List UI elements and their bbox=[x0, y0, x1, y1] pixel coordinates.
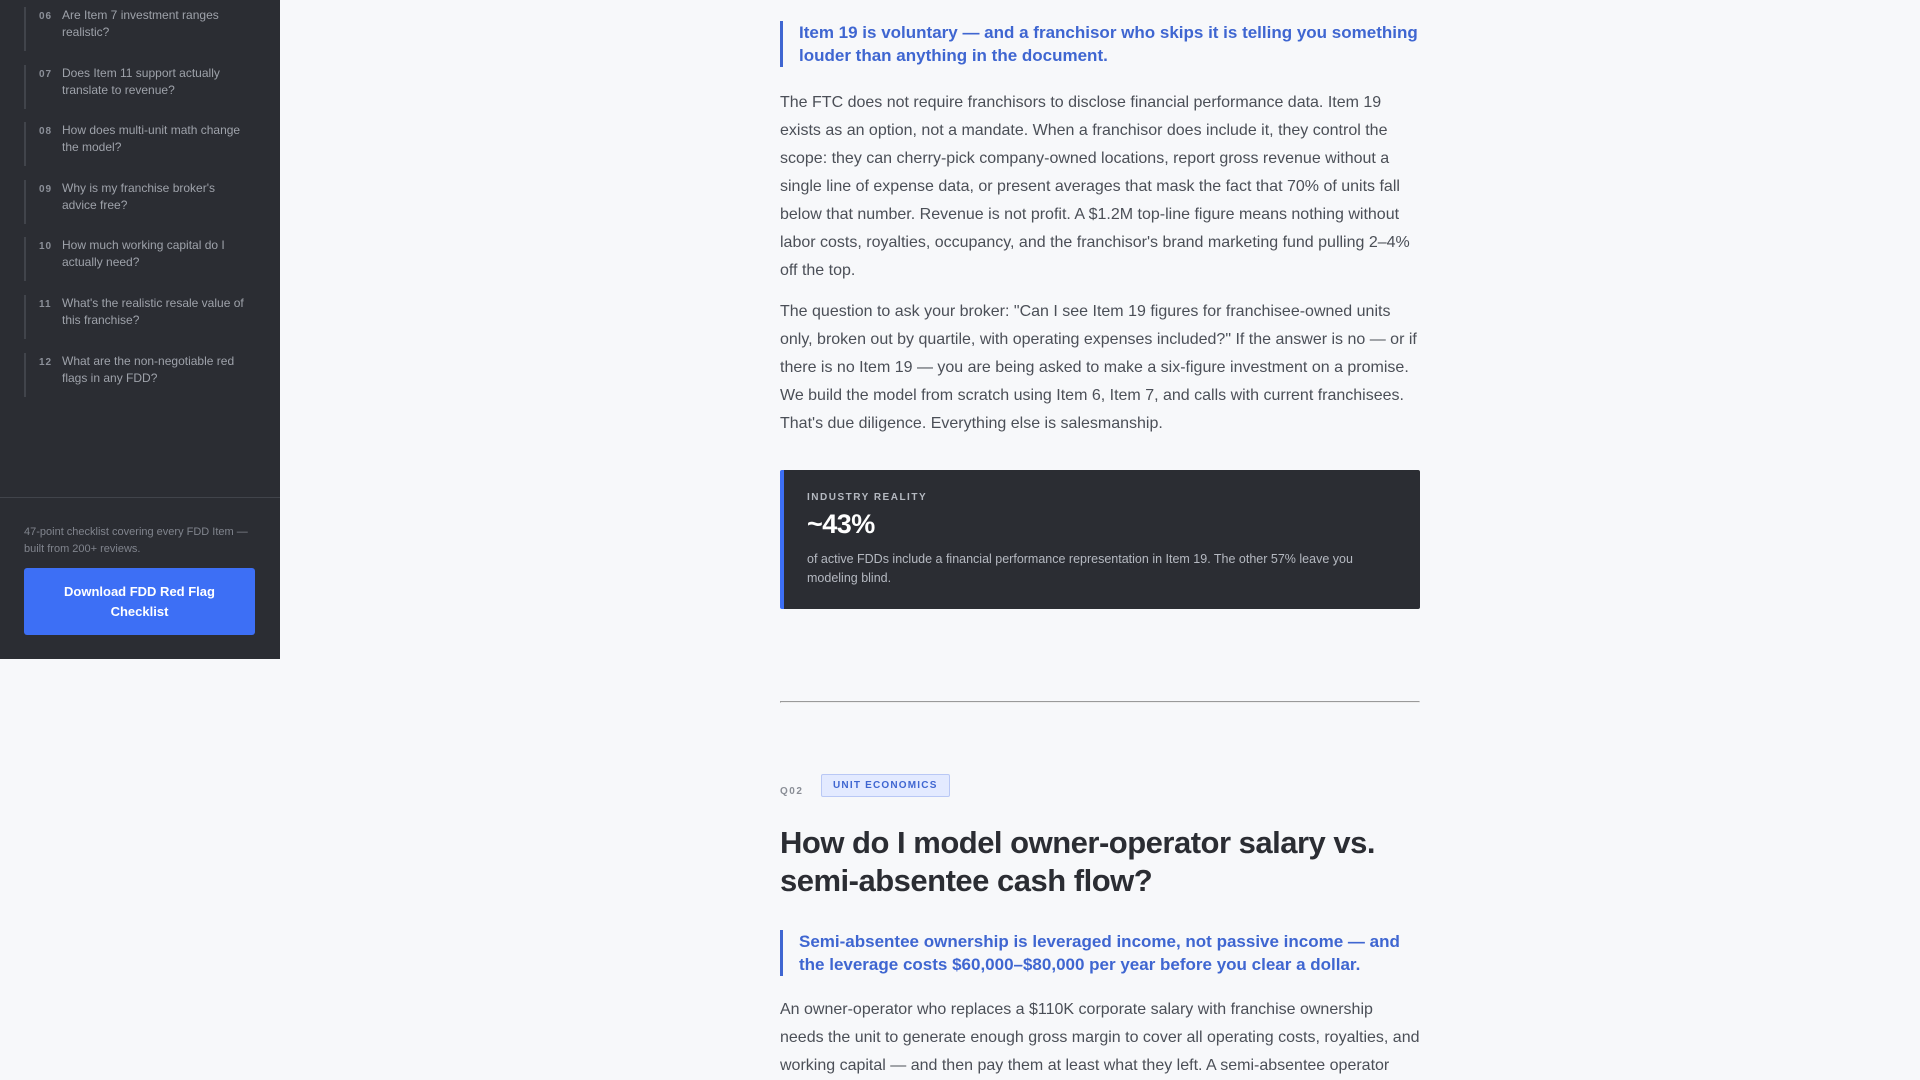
body-paragraph: An owner-operator who replaces a $110K corporate salary with franchise ownership needs the unit to generate enough gross margin to cover all operating costs, royalties, and working capital — and then pay them at least what they left. A semi-absentee operator bbox=[780, 1001, 1420, 1074]
checklist-description: 47-point checklist covering every FDD Item — built from 200+ reviews. bbox=[24, 526, 248, 555]
toc-item-number: 12 bbox=[39, 357, 53, 368]
category-badge: UNIT ECONOMICS bbox=[821, 774, 950, 797]
industry-stat-card bbox=[780, 470, 1420, 609]
toc-item-label: What are the non-negotiable red flags in any FDD? bbox=[62, 354, 235, 385]
stat-description: of active FDDs include a financial performance representation in Item 19. The other 57% leave you modeling blind. bbox=[807, 552, 1353, 585]
toc-item-12[interactable] bbox=[24, 353, 256, 397]
toc-item-number: 10 bbox=[39, 241, 53, 252]
toc-item-label: What's the realistic resale value of this franchise? bbox=[62, 296, 244, 327]
sidebar-footer bbox=[0, 497, 280, 659]
toc-item-11[interactable] bbox=[24, 295, 256, 339]
toc-item-number: 09 bbox=[39, 184, 53, 195]
toc-item-label: Why is my franchise broker's advice free? bbox=[62, 181, 215, 212]
stat-value: ~43% bbox=[807, 509, 875, 539]
toc-item-label: How does multi-unit math change the model? bbox=[62, 123, 241, 154]
toc-item-08[interactable] bbox=[24, 122, 256, 166]
pullquote: Item 19 is voluntary — and a franchisor who skips it is telling you something louder than anything in the document. bbox=[780, 21, 1420, 67]
question-number: Q02 bbox=[780, 786, 804, 797]
toc-item-06[interactable] bbox=[24, 7, 256, 51]
sidebar bbox=[0, 0, 280, 659]
stat-label: INDUSTRY REALITY bbox=[807, 492, 928, 503]
toc-item-label: Does Item 11 support actually translate to revenue? bbox=[62, 66, 220, 97]
body-paragraph: The question to ask your broker: "Can I see Item 19 figures for franchisee-owned units only, broken out by quartile, with operating expenses included?" If the answer is no — or if there is no Item 19 — you are being asked to make a six-figure investment on a promise. We build the model from scratch using Item 6, Item 7, and calls with current franchisees. That's due diligence. Everything else is salesmanship. bbox=[780, 303, 1417, 432]
section-divider bbox=[780, 701, 1420, 703]
body-paragraph: The FTC does not require franchisors to disclose financial performance data. Item 19 exists as an option, not a mandate. When a franchisor does include it, they control the scope: they can cherry-pick company-owned locations, report gross revenue without a single line of expense data, or present averages that mask the fact that 70% of units fall below that number. Revenue is not profit. A $1.2M top-line figure means nothing without labor costs, royalties, occupancy, and the franchisor's brand marketing fund pulling 2–4% off the top. bbox=[780, 94, 1410, 279]
toc-item-number: 06 bbox=[39, 11, 53, 22]
question-title: How do I model owner-operator salary vs. semi-absentee cash flow? bbox=[780, 825, 1375, 898]
toc-item-label: How much working capital do I actually need? bbox=[62, 238, 225, 269]
article-content bbox=[780, 0, 1420, 1080]
toc-item-10[interactable] bbox=[24, 237, 256, 281]
toc-item-number: 11 bbox=[39, 299, 52, 310]
toc-item-07[interactable] bbox=[24, 65, 256, 109]
toc-item-number: 07 bbox=[39, 69, 53, 80]
download-checklist-button[interactable]: Download FDD Red Flag Checklist bbox=[24, 568, 255, 635]
toc-item-number: 08 bbox=[39, 126, 53, 137]
pullquote: Semi-absentee ownership is leveraged income, not passive income — and the leverage costs $60,000–$80,000 per year before you clear a dollar. bbox=[780, 930, 1420, 976]
toc-item-09[interactable] bbox=[24, 180, 256, 224]
toc-item-label: Are Item 7 investment ranges realistic? bbox=[62, 8, 219, 39]
